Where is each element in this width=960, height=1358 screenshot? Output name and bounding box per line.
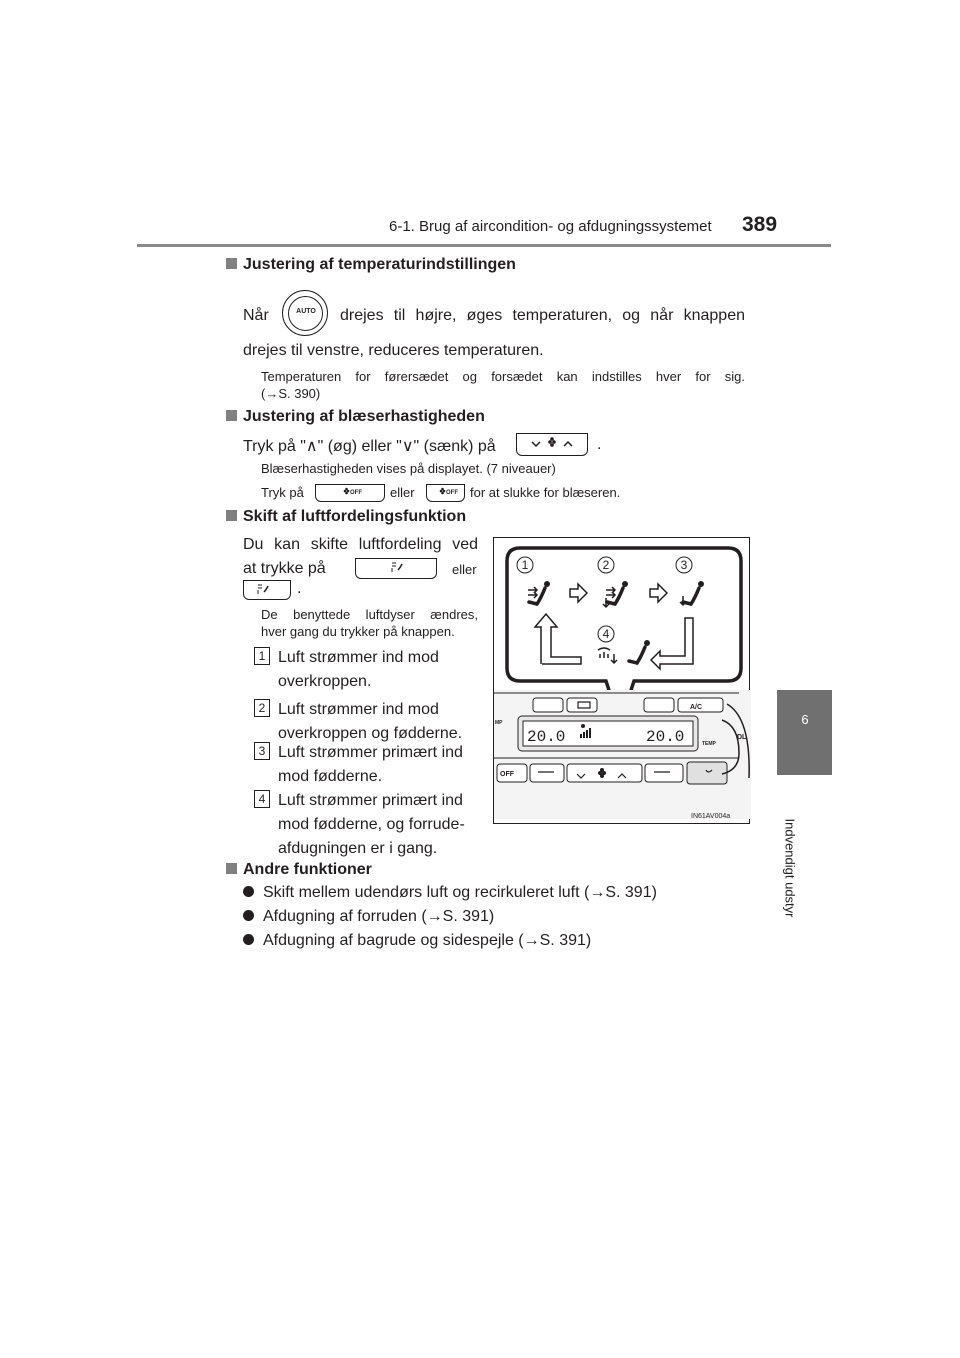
temp-text-line1: drejes til højre, øges temperaturen, og når knappen [340,307,745,324]
fan-note-2c: for at slukke for blæseren. [470,485,621,500]
square-bullet-icon [226,258,237,269]
header-divider [137,244,831,247]
display-temp-right: 20.0 [646,728,685,746]
bullet-icon [243,910,254,921]
airflow-note-1: De benyttede luftdyser ændres, [261,607,478,622]
airflow-text-line2b: eller [452,562,477,577]
dual-label: DL [737,734,747,741]
list-item: 2 Luft strømmer ind mod overkroppen og fødderne. [254,698,478,746]
figure-id: IN61AV004a [691,813,731,820]
temp-text-when: Når [243,307,269,324]
heading-other: Andre funktioner [226,861,372,879]
off-button-icon [315,484,385,502]
other-item: Afdugning af forruden (→S. 391) [243,908,494,926]
airflow-mode-button-icon-2 [243,580,291,600]
list-item: 1 Luft strømmer ind mod overkroppen. [254,646,478,694]
svg-text:OFF: OFF [446,490,458,496]
display-temp-left: 20.0 [527,728,566,746]
airflow-text-line3: . [297,580,302,597]
ac-label: A/C [690,704,703,711]
off-button-icon-2 [426,484,465,502]
heading-fan: Justering af blæserhastigheden [226,408,485,426]
airflow-text-line2a: at trykke på [243,560,326,577]
square-bullet-icon [226,510,237,521]
heading-airflow: Skift af luftfordelingsfunktion [226,508,466,526]
chapter-label: Indvendigt udstyr [782,818,798,918]
airflow-text-line1: Du kan skifte luftfordeling ved [243,536,478,553]
other-item: Afdugning af bagrude og sidespejle (→S. 391) [243,932,591,950]
temp-note-line2: (→S. 390) [261,386,321,401]
callout-3-label: 3 [680,558,688,572]
page-number: 389 [742,213,778,236]
bullet-icon [243,886,254,897]
chapter-tab [777,690,832,775]
svg-text:OFF: OFF [350,490,362,496]
airflow-mode-button-icon [355,558,437,579]
heading-temperature: Justering af temperaturindstillingen [226,256,516,274]
callout-1-label: 1 [521,558,529,572]
fan-note-2b: eller [390,485,415,500]
fan-note-1: Blæserhastigheden vises på displayet. (7 niveauer) [261,461,556,476]
square-bullet-icon [226,410,237,421]
bullet-icon [243,934,254,945]
list-item: 3 Luft strømmer primært ind mod fødderne. [254,741,478,789]
square-bullet-icon [226,863,237,874]
temp-text-line2: drejes til venstre, reduceres temperaturen. [243,342,544,359]
temp-label-left: MP [495,720,503,726]
list-item: 4 Luft strømmer primært ind mod fødderne, og forrude- afdugningen er i gang. [254,789,478,861]
callout-4-label: 4 [602,627,610,641]
auto-knob-label: AUTO [296,308,316,315]
section-title: 6-1. Brug af aircondition- og afdugningssystemet [389,218,712,235]
other-item: Skift mellem udendørs luft og recirkuleret luft (→S. 391) [243,884,657,902]
temp-note-line1: Temperaturen for førersædet og forsædet kan indstilles hver for sig. [261,369,745,384]
off-label: OFF [500,771,514,778]
callout-2-label: 2 [602,558,610,572]
airflow-figure [493,537,750,824]
airflow-note-2: hver gang du trykker på knappen. [261,624,455,639]
temp-label-right: TEMP [702,741,716,747]
chapter-number: 6 [801,712,809,727]
fan-note-2a: Tryk på [261,485,304,500]
fan-text: Tryk på "∧" (øg) eller "∨" (sænk) på [243,438,496,455]
fan-text-end: . [597,436,602,453]
fan-speed-button-icon [516,433,588,456]
